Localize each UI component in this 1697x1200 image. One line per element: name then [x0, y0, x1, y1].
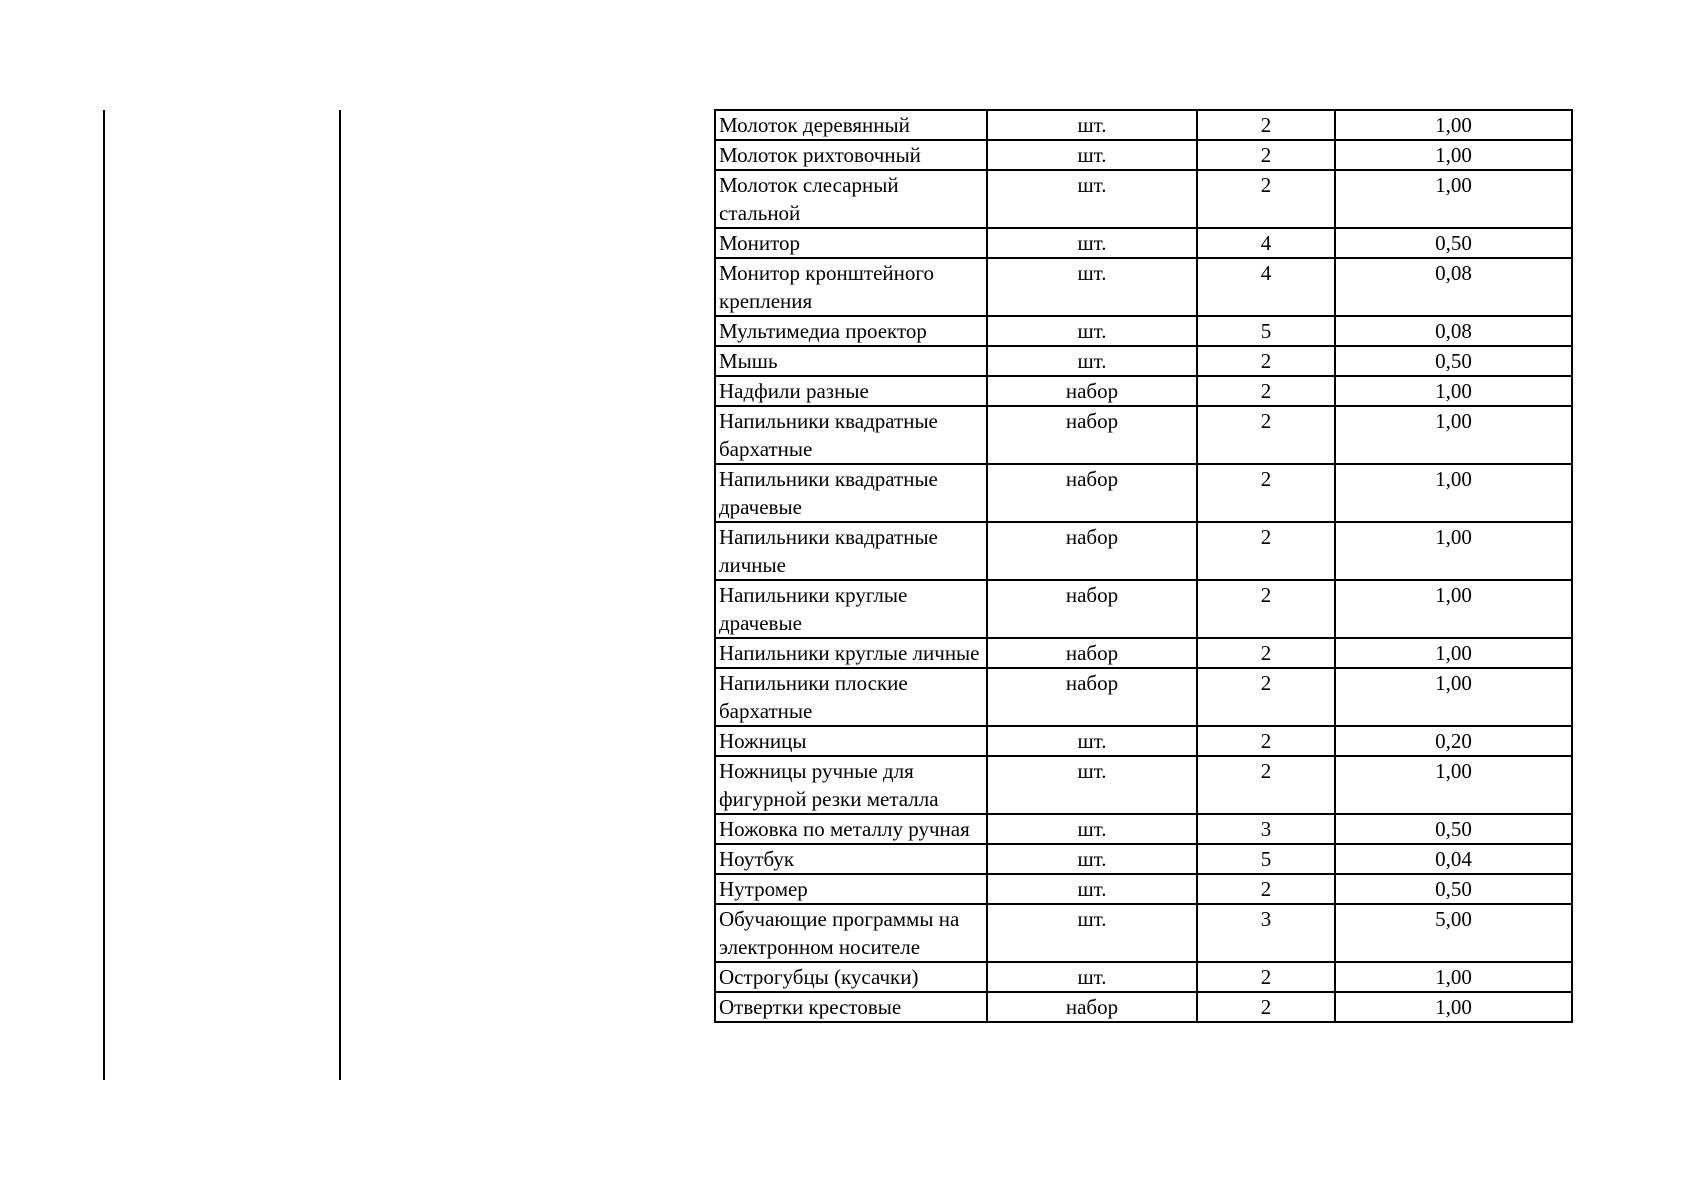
unit-cell: шт.	[987, 316, 1197, 346]
table-row	[715, 464, 1572, 522]
item-name-cell: Напильники квадратные бархатные	[715, 406, 987, 464]
quantity-cell: 2	[1197, 580, 1335, 638]
table-row	[715, 258, 1572, 316]
unit-cell: шт.	[987, 962, 1197, 992]
table-row	[715, 110, 1572, 140]
table-row	[715, 522, 1572, 580]
item-name-cell: Обучающие программы на электронном носителе	[715, 904, 987, 962]
quantity-cell: 2	[1197, 756, 1335, 814]
unit-cell: шт.	[987, 814, 1197, 844]
item-name-cell: Ножницы ручные для фигурной резки металла	[715, 756, 987, 814]
left-column-border-2	[339, 110, 341, 1080]
table-row	[715, 316, 1572, 346]
value-cell: 1,00	[1335, 756, 1572, 814]
unit-cell: шт.	[987, 756, 1197, 814]
quantity-cell: 2	[1197, 962, 1335, 992]
value-cell: 0,08	[1335, 316, 1572, 346]
value-cell: 1,00	[1335, 962, 1572, 992]
unit-cell: набор	[987, 992, 1197, 1022]
table-row	[715, 904, 1572, 962]
item-name-cell: Нутромер	[715, 874, 987, 904]
table-row	[715, 170, 1572, 228]
left-column-border-1	[103, 110, 105, 1080]
quantity-cell: 2	[1197, 874, 1335, 904]
value-cell: 1,00	[1335, 170, 1572, 228]
table-row	[715, 814, 1572, 844]
value-cell: 5,00	[1335, 904, 1572, 962]
table-row	[715, 992, 1572, 1022]
quantity-cell: 2	[1197, 346, 1335, 376]
unit-cell: набор	[987, 668, 1197, 726]
item-name-cell: Монитор кронштейного крепления	[715, 258, 987, 316]
table-row	[715, 962, 1572, 992]
unit-cell: шт.	[987, 844, 1197, 874]
item-name-cell: Ножницы	[715, 726, 987, 756]
quantity-cell: 2	[1197, 464, 1335, 522]
value-cell: 1,00	[1335, 376, 1572, 406]
equipment-table-body	[715, 110, 1572, 1022]
table-row	[715, 580, 1572, 638]
unit-cell: набор	[987, 638, 1197, 668]
value-cell: 1,00	[1335, 522, 1572, 580]
item-name-cell: Мультимедиа проектор	[715, 316, 987, 346]
value-cell: 1,00	[1335, 110, 1572, 140]
table-row	[715, 668, 1572, 726]
unit-cell: набор	[987, 406, 1197, 464]
item-name-cell: Мышь	[715, 346, 987, 376]
unit-cell: шт.	[987, 228, 1197, 258]
item-name-cell: Надфили разные	[715, 376, 987, 406]
value-cell: 1,00	[1335, 580, 1572, 638]
item-name-cell: Напильники квадратные драчевые	[715, 464, 987, 522]
table-row	[715, 638, 1572, 668]
quantity-cell: 2	[1197, 170, 1335, 228]
equipment-table	[714, 109, 1573, 1023]
quantity-cell: 3	[1197, 904, 1335, 962]
value-cell: 1,00	[1335, 140, 1572, 170]
value-cell: 1,00	[1335, 668, 1572, 726]
table-row	[715, 844, 1572, 874]
table-row	[715, 376, 1572, 406]
unit-cell: шт.	[987, 346, 1197, 376]
unit-cell: шт.	[987, 170, 1197, 228]
quantity-cell: 2	[1197, 638, 1335, 668]
unit-cell: шт.	[987, 110, 1197, 140]
value-cell: 1,00	[1335, 406, 1572, 464]
quantity-cell: 2	[1197, 992, 1335, 1022]
table-row	[715, 140, 1572, 170]
item-name-cell: Молоток слесарный стальной	[715, 170, 987, 228]
item-name-cell: Напильники круглые личные	[715, 638, 987, 668]
unit-cell: шт.	[987, 726, 1197, 756]
quantity-cell: 2	[1197, 726, 1335, 756]
unit-cell: набор	[987, 376, 1197, 406]
item-name-cell: Молоток рихтовочный	[715, 140, 987, 170]
unit-cell: шт.	[987, 874, 1197, 904]
quantity-cell: 4	[1197, 258, 1335, 316]
table-row	[715, 406, 1572, 464]
unit-cell: шт.	[987, 258, 1197, 316]
quantity-cell: 2	[1197, 110, 1335, 140]
value-cell: 0,50	[1335, 346, 1572, 376]
item-name-cell: Напильники круглые драчевые	[715, 580, 987, 638]
item-name-cell: Острогубцы (кусачки)	[715, 962, 987, 992]
value-cell: 0,08	[1335, 258, 1572, 316]
value-cell: 0,50	[1335, 874, 1572, 904]
quantity-cell: 2	[1197, 140, 1335, 170]
item-name-cell: Напильники плоские бархатные	[715, 668, 987, 726]
unit-cell: набор	[987, 464, 1197, 522]
value-cell: 1,00	[1335, 464, 1572, 522]
item-name-cell: Ножовка по металлу ручная	[715, 814, 987, 844]
table-row	[715, 228, 1572, 258]
item-name-cell: Отвертки крестовые	[715, 992, 987, 1022]
quantity-cell: 2	[1197, 668, 1335, 726]
unit-cell: набор	[987, 580, 1197, 638]
value-cell: 1,00	[1335, 638, 1572, 668]
unit-cell: набор	[987, 522, 1197, 580]
value-cell: 0,50	[1335, 228, 1572, 258]
quantity-cell: 2	[1197, 406, 1335, 464]
item-name-cell: Монитор	[715, 228, 987, 258]
quantity-cell: 5	[1197, 316, 1335, 346]
quantity-cell: 2	[1197, 376, 1335, 406]
value-cell: 1,00	[1335, 992, 1572, 1022]
table-row	[715, 874, 1572, 904]
value-cell: 0,50	[1335, 814, 1572, 844]
value-cell: 0,20	[1335, 726, 1572, 756]
quantity-cell: 3	[1197, 814, 1335, 844]
unit-cell: шт.	[987, 140, 1197, 170]
table-row	[715, 756, 1572, 814]
quantity-cell: 5	[1197, 844, 1335, 874]
value-cell: 0,04	[1335, 844, 1572, 874]
item-name-cell: Напильники квадратные личные	[715, 522, 987, 580]
item-name-cell: Ноутбук	[715, 844, 987, 874]
table-row	[715, 726, 1572, 756]
item-name-cell: Молоток деревянный	[715, 110, 987, 140]
unit-cell: шт.	[987, 904, 1197, 962]
quantity-cell: 2	[1197, 522, 1335, 580]
quantity-cell: 4	[1197, 228, 1335, 258]
table-row	[715, 346, 1572, 376]
